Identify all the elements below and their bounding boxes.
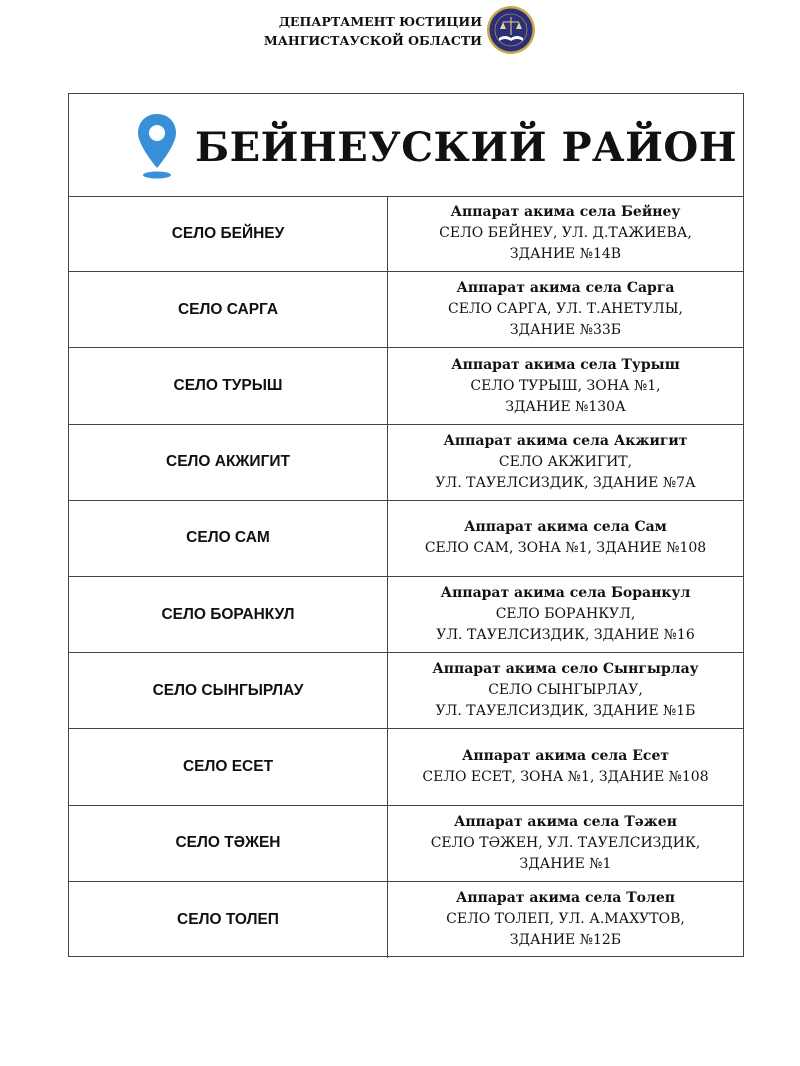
district-table <box>68 93 744 957</box>
office-cell <box>388 729 743 804</box>
office-cell <box>388 348 743 423</box>
address-line-1: СЕЛО БОРАНКУЛ, <box>495 606 636 623</box>
office-name: Аппарат акима села Тәжен <box>454 813 677 830</box>
village-name: СЕЛО ЕСЕТ <box>69 729 388 804</box>
office-name: Аппарат акима села Боранкул <box>440 585 691 602</box>
village-name: СЕЛО ТӘЖЕН <box>69 806 388 881</box>
address-line-2: ЗДАНИЕ №1 <box>519 855 612 872</box>
table-row <box>69 348 743 424</box>
office-name: Аппарат акима села Сарга <box>456 280 675 297</box>
district-title: БЕЙНЕУСКИЙ РАЙОН <box>195 124 738 171</box>
village-name: СЕЛО ТУРЫШ <box>69 348 388 423</box>
table-row <box>69 882 743 958</box>
address-line-1: СЕЛО СЫНГЫРЛАУ, <box>488 682 643 699</box>
office-cell <box>388 653 743 728</box>
village-name: СЕЛО САРГА <box>69 272 388 347</box>
village-name: СЕЛО БОРАНКУЛ <box>69 577 388 652</box>
office-cell <box>388 882 743 958</box>
address-line-2: ЗДАНИЕ №33Б <box>509 322 622 339</box>
address-line-1: СЕЛО БЕЙНЕУ, УЛ. Д.ТАЖИЕВА, <box>439 225 692 242</box>
office-cell <box>388 196 743 271</box>
address-line-1: СЕЛО ТУРЫШ, ЗОНА №1, <box>470 377 661 394</box>
map-pin-icon <box>135 112 179 180</box>
office-name: Аппарат акима село Сынгырлау <box>432 661 699 678</box>
address-line-2: ЗДАНИЕ №130А <box>505 398 626 415</box>
office-name: Аппарат акима села Толеп <box>455 890 676 907</box>
address-line-1: СЕЛО САМ, ЗОНА №1, ЗДАНИЕ №108 <box>424 540 707 557</box>
village-name: СЕЛО АКЖИГИТ <box>69 425 388 500</box>
table-row <box>69 806 743 882</box>
office-cell <box>388 425 743 500</box>
office-cell <box>388 806 743 881</box>
table-row <box>69 425 743 501</box>
table-row <box>69 196 743 272</box>
village-name: СЕЛО ТОЛЕП <box>69 882 388 958</box>
address-line-2: УЛ. ТАУЕЛСИЗДИК, ЗДАНИЕ №7А <box>435 474 696 491</box>
address-line-1: СЕЛО САРГА, УЛ. Т.АНЕТУЛЫ, <box>448 301 683 318</box>
office-cell <box>388 501 743 576</box>
address-line-2: ЗДАНИЕ №12Б <box>509 932 622 949</box>
office-name: Аппарат акима села Турыш <box>451 356 680 373</box>
office-name: Аппарат акима села Акжигит <box>443 432 688 449</box>
table-row <box>69 577 743 653</box>
office-name: Аппарат акима села Сам <box>464 519 667 536</box>
department-header <box>262 12 482 50</box>
office-name: Аппарат акима села Бейнеу <box>450 204 681 221</box>
address-line-1: СЕЛО АКЖИГИТ, <box>498 453 633 470</box>
header-line-2: МАНГИСТАУСКОЙ ОБЛАСТИ <box>263 33 482 48</box>
address-line-1: СЕЛО ТӘЖЕН, УЛ. ТАУЕЛСИЗДИК, <box>430 834 701 851</box>
village-name: СЕЛО САМ <box>69 501 388 576</box>
seal-logo-icon <box>486 5 536 55</box>
address-line-1: СЕЛО ТОЛЕП, УЛ. А.МАХУТОВ, <box>446 911 685 928</box>
address-line-2: УЛ. ТАУЕЛСИЗДИК, ЗДАНИЕ №1Б <box>435 703 696 720</box>
office-cell <box>388 272 743 347</box>
table-row <box>69 653 743 729</box>
address-line-2: УЛ. ТАУЕЛСИЗДИК, ЗДАНИЕ №16 <box>436 627 695 644</box>
table-row <box>69 501 743 577</box>
table-title-row <box>69 94 743 197</box>
table-row <box>69 272 743 348</box>
office-name: Аппарат акима села Есет <box>461 748 670 765</box>
address-line-1: СЕЛО ЕСЕТ, ЗОНА №1, ЗДАНИЕ №108 <box>422 769 709 786</box>
office-cell <box>388 577 743 652</box>
address-line-2: ЗДАНИЕ №14В <box>509 246 622 263</box>
table-row <box>69 729 743 805</box>
header-line-1: ДЕПАРТАМЕНТ ЮСТИЦИИ <box>278 14 482 29</box>
village-name: СЕЛО СЫНГЫРЛАУ <box>69 653 388 728</box>
village-name: СЕЛО БЕЙНЕУ <box>69 196 388 271</box>
